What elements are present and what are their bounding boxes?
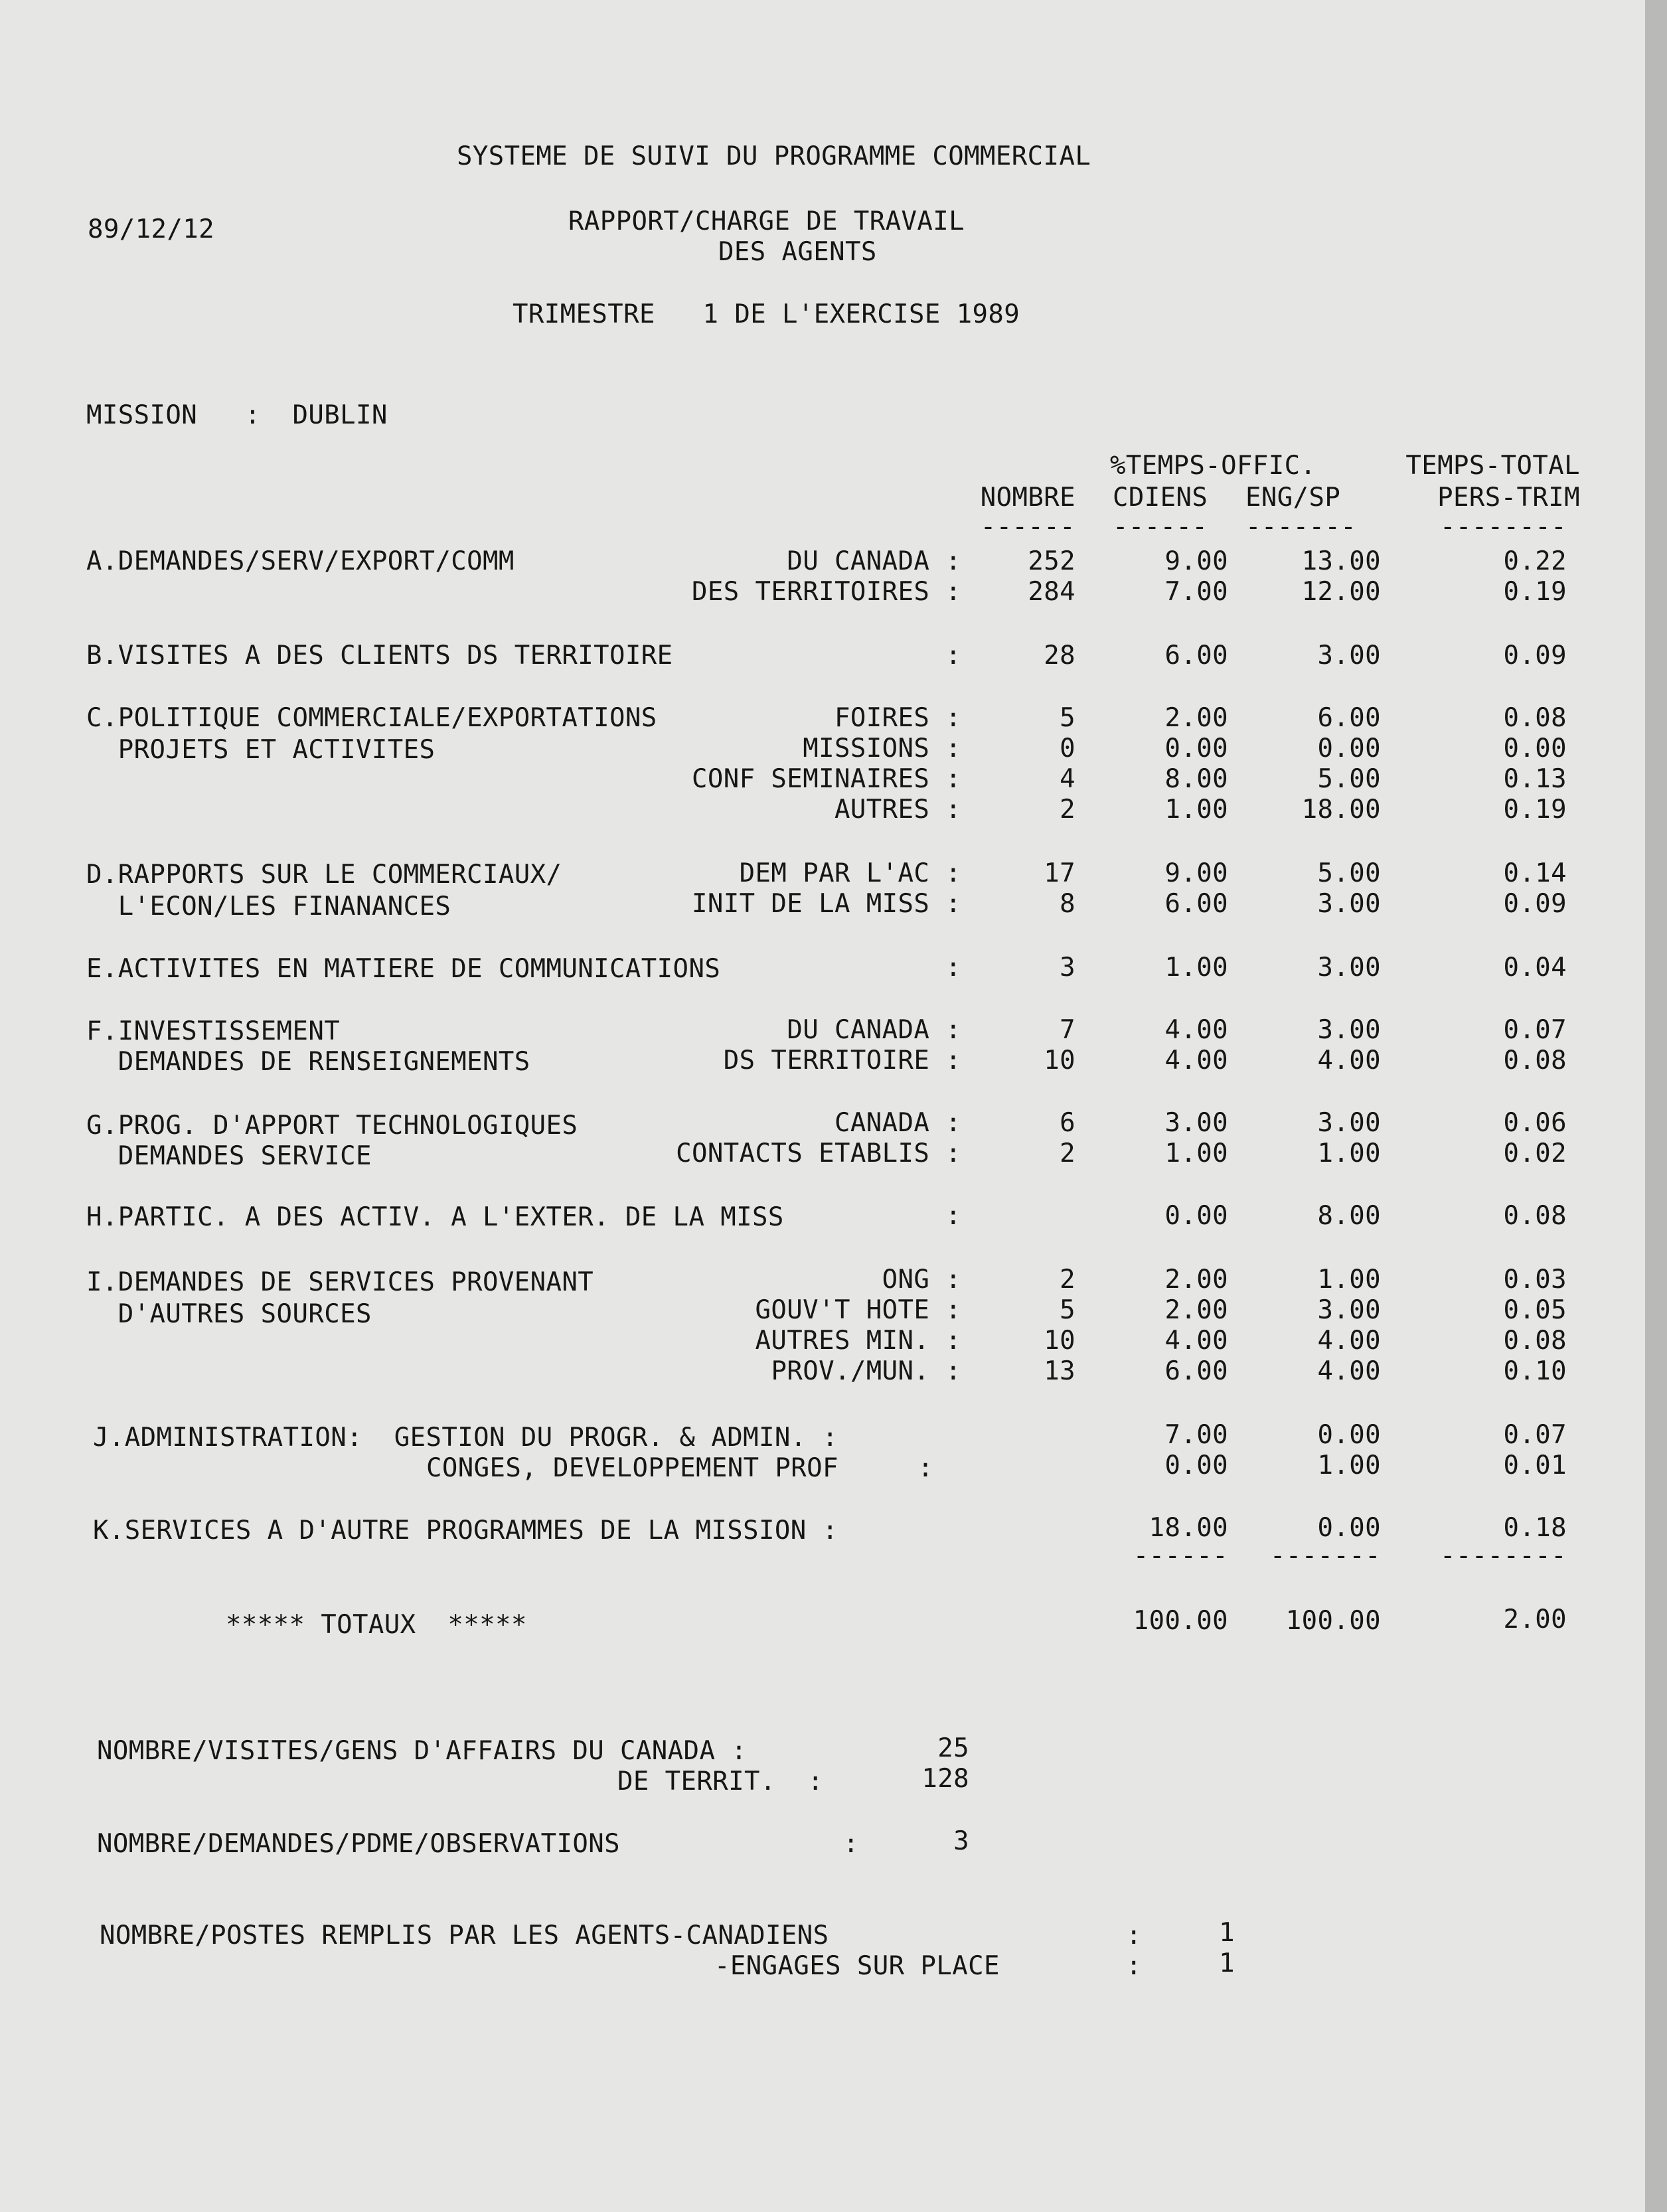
- column-rule-engsp: -------: [1245, 512, 1357, 542]
- row-engsp: 1.00: [1317, 1139, 1381, 1168]
- report-date: 89/12/12: [88, 214, 215, 244]
- row-subcategory: DU CANADA :: [787, 546, 961, 576]
- row-perstrim: 0.08: [1503, 703, 1567, 733]
- row-perstrim: 0.08: [1503, 1046, 1567, 1075]
- row-nombre: 5: [1060, 703, 1075, 733]
- row-engsp: 3.00: [1317, 953, 1381, 983]
- row-nombre: 5: [1060, 1295, 1075, 1325]
- row-perstrim: 0.07: [1503, 1420, 1567, 1450]
- column-rule-perstrim: --------: [1439, 512, 1567, 542]
- territ-label: DE TERRIT. :: [617, 1767, 824, 1796]
- row-cdiens: 4.00: [1164, 1046, 1228, 1075]
- row-cdiens: 4.00: [1164, 1015, 1228, 1045]
- row-engsp: 3.00: [1317, 1108, 1381, 1138]
- column-header-nombre: NOMBRE: [980, 483, 1075, 513]
- totals-perstrim: 2.00: [1503, 1605, 1567, 1634]
- row-nombre: 10: [1044, 1326, 1075, 1356]
- report-period: TRIMESTRE 1 DE L'EXERCISE 1989: [513, 299, 1020, 329]
- row-subcategory: PROV./MUN. :: [771, 1356, 961, 1386]
- row-perstrim: 0.18: [1503, 1513, 1567, 1543]
- row-perstrim: 0.02: [1503, 1139, 1567, 1168]
- row-category: J.ADMINISTRATION: GESTION DU PROGR. & ADMIN. :: [93, 1423, 838, 1453]
- visites-canada-value: 25: [937, 1733, 969, 1763]
- row-perstrim: 0.07: [1503, 1015, 1567, 1045]
- row-perstrim: 0.19: [1503, 795, 1567, 825]
- row-perstrim: 0.22: [1503, 546, 1567, 576]
- row-nombre: 8: [1060, 889, 1075, 919]
- row-subcategory: :: [945, 641, 961, 671]
- row-perstrim: 0.04: [1503, 953, 1567, 983]
- row-cdiens: 2.00: [1164, 1295, 1228, 1325]
- row-engsp: 0.00: [1317, 734, 1381, 763]
- row-perstrim: 0.00: [1503, 734, 1567, 763]
- row-subcategory: DES TERRITOIRES :: [692, 577, 961, 607]
- row-engsp: 6.00: [1317, 703, 1381, 733]
- row-perstrim: 0.01: [1503, 1451, 1567, 1480]
- row-nombre: 4: [1060, 764, 1075, 794]
- row-perstrim: 0.09: [1503, 641, 1567, 671]
- demandes-value: 3: [953, 1826, 969, 1856]
- row-cdiens: 6.00: [1164, 641, 1228, 671]
- row-nombre: 13: [1044, 1356, 1075, 1386]
- column-rule-nombre: ------: [980, 512, 1075, 542]
- engages-label: -ENGAGES SUR PLACE: [714, 1951, 1000, 1981]
- row-cdiens: 9.00: [1164, 858, 1228, 888]
- row-cdiens: 6.00: [1164, 1356, 1228, 1386]
- row-nombre: 0: [1060, 734, 1075, 763]
- row-engsp: 5.00: [1317, 858, 1381, 888]
- row-subcategory: CANADA :: [834, 1108, 961, 1138]
- row-category: A.DEMANDES/SERV/EXPORT/COMM: [86, 546, 515, 576]
- row-category: K.SERVICES A D'AUTRE PROGRAMMES DE LA MISSION :: [93, 1516, 838, 1545]
- row-subcategory: DEM PAR L'AC :: [739, 858, 961, 888]
- row-engsp: 3.00: [1317, 641, 1381, 671]
- postes-engages-value: 1: [1219, 1948, 1235, 1978]
- report-title-line-2: DES AGENTS: [718, 237, 877, 267]
- row-engsp: 0.00: [1317, 1420, 1381, 1450]
- row-engsp: 5.00: [1317, 764, 1381, 794]
- row-subcategory: :: [945, 953, 961, 983]
- row-cdiens: 6.00: [1164, 889, 1228, 919]
- row-subcategory: AUTRES MIN. :: [755, 1326, 961, 1356]
- row-category: DEMANDES SERVICE: [86, 1141, 372, 1171]
- row-engsp: 3.00: [1317, 1015, 1381, 1045]
- row-cdiens: 0.00: [1164, 1201, 1228, 1231]
- row-engsp: 4.00: [1317, 1356, 1381, 1386]
- row-cdiens: 2.00: [1164, 703, 1228, 733]
- row-subcategory: AUTRES :: [834, 795, 961, 825]
- row-subcategory: CONTACTS ETABLIS :: [676, 1139, 961, 1168]
- row-subcategory: DU CANADA :: [787, 1015, 961, 1045]
- row-perstrim: 0.09: [1503, 889, 1567, 919]
- demandes-label: NOMBRE/DEMANDES/PDME/OBSERVATIONS: [97, 1829, 621, 1859]
- row-nombre: 17: [1044, 858, 1075, 888]
- row-cdiens: 0.00: [1164, 734, 1228, 763]
- row-nombre: 2: [1060, 1265, 1075, 1295]
- row-subcategory: INIT DE LA MISS :: [692, 889, 961, 919]
- row-engsp: 12.00: [1301, 577, 1381, 607]
- row-cdiens: 7.00: [1164, 577, 1228, 607]
- row-perstrim: 0.13: [1503, 764, 1567, 794]
- row-category: I.DEMANDES DE SERVICES PROVENANT: [86, 1267, 594, 1297]
- postes-colon: :: [1126, 1921, 1142, 1950]
- row-subcategory: DS TERRITOIRE :: [723, 1046, 961, 1075]
- row-cdiens: 0.00: [1164, 1451, 1228, 1480]
- row-perstrim: 0.10: [1503, 1356, 1567, 1386]
- mission-label: MISSION : DUBLIN: [86, 400, 388, 430]
- row-engsp: 3.00: [1317, 1295, 1381, 1325]
- row-perstrim: 0.06: [1503, 1108, 1567, 1138]
- row-nombre: 2: [1060, 1139, 1075, 1168]
- page-edge: [1645, 0, 1667, 2212]
- totals-rule-cdiens: ------: [1133, 1541, 1228, 1571]
- totals-label: ***** TOTAUX *****: [226, 1610, 527, 1640]
- row-category: D'AUTRES SOURCES: [86, 1299, 372, 1329]
- column-header-pct-time: %TEMPS-OFFIC.: [1110, 451, 1316, 481]
- row-nombre: 10: [1044, 1046, 1075, 1075]
- row-engsp: 0.00: [1317, 1513, 1381, 1543]
- demandes-colon: :: [843, 1829, 859, 1859]
- column-header-cdiens: CDIENS: [1113, 483, 1208, 513]
- row-engsp: 18.00: [1301, 795, 1381, 825]
- row-category: D.RAPPORTS SUR LE COMMERCIAUX/: [86, 860, 562, 890]
- row-cdiens: 2.00: [1164, 1265, 1228, 1295]
- postes-label: NOMBRE/POSTES REMPLIS PAR LES AGENTS-CANADIENS: [100, 1921, 829, 1950]
- row-subcategory: FOIRES :: [834, 703, 961, 733]
- row-category: E.ACTIVITES EN MATIERE DE COMMUNICATIONS: [86, 954, 721, 984]
- row-subcategory: GOUV'T HOTE :: [755, 1295, 961, 1325]
- row-perstrim: 0.08: [1503, 1201, 1567, 1231]
- row-category: C.POLITIQUE COMMERCIALE/EXPORTATIONS: [86, 703, 657, 733]
- totals-cdiens: 100.00: [1133, 1606, 1228, 1636]
- row-cdiens: 1.00: [1164, 795, 1228, 825]
- system-title: SYSTEME DE SUIVI DU PROGRAMME COMMERCIAL: [457, 141, 1091, 171]
- report-title-line-1: RAPPORT/CHARGE DE TRAVAIL: [568, 206, 965, 236]
- visites-label: NOMBRE/VISITES/GENS D'AFFAIRS DU CANADA :: [97, 1736, 748, 1766]
- column-header-engsp: ENG/SP: [1245, 483, 1341, 513]
- row-nombre: 252: [1028, 546, 1075, 576]
- row-perstrim: 0.08: [1503, 1326, 1567, 1356]
- row-cdiens: 3.00: [1164, 1108, 1228, 1138]
- row-cdiens: 18.00: [1149, 1513, 1228, 1543]
- row-category: DEMANDES DE RENSEIGNEMENTS: [86, 1047, 530, 1077]
- row-subcategory: CONGES, DEVELOPPEMENT PROF :: [426, 1453, 934, 1483]
- row-category: B.VISITES A DES CLIENTS DS TERRITOIRE: [86, 641, 673, 671]
- row-engsp: 3.00: [1317, 889, 1381, 919]
- row-category: H.PARTIC. A DES ACTIV. A L'EXTER. DE LA MISS: [86, 1202, 784, 1232]
- totals-rule-perstrim: --------: [1439, 1541, 1567, 1571]
- row-engsp: 1.00: [1317, 1451, 1381, 1480]
- row-engsp: 13.00: [1301, 546, 1381, 576]
- row-perstrim: 0.14: [1503, 858, 1567, 888]
- row-cdiens: 1.00: [1164, 1139, 1228, 1168]
- row-category: PROJETS ET ACTIVITES: [86, 735, 436, 765]
- row-nombre: 2: [1060, 795, 1075, 825]
- row-nombre: 28: [1044, 641, 1075, 671]
- row-cdiens: 9.00: [1164, 546, 1228, 576]
- column-rule-cdiens: ------: [1113, 512, 1208, 542]
- row-nombre: 284: [1028, 577, 1075, 607]
- engages-colon: :: [1126, 1951, 1142, 1981]
- row-subcategory: CONF SEMINAIRES :: [692, 764, 961, 794]
- row-engsp: 8.00: [1317, 1201, 1381, 1231]
- row-engsp: 1.00: [1317, 1265, 1381, 1295]
- row-category: G.PROG. D'APPORT TECHNOLOGIQUES: [86, 1111, 578, 1141]
- row-cdiens: 7.00: [1164, 1420, 1228, 1450]
- postes-canadiens-value: 1: [1219, 1918, 1235, 1948]
- row-nombre: 7: [1060, 1015, 1075, 1045]
- row-cdiens: 1.00: [1164, 953, 1228, 983]
- column-header-perstrim: PERS-TRIM: [1437, 483, 1580, 513]
- row-subcategory: MISSIONS :: [803, 734, 961, 763]
- row-subcategory: ONG :: [882, 1265, 961, 1295]
- row-engsp: 4.00: [1317, 1046, 1381, 1075]
- row-subcategory: :: [945, 1201, 961, 1231]
- row-nombre: 3: [1060, 953, 1075, 983]
- visites-territ-value: 128: [921, 1764, 969, 1794]
- row-cdiens: 8.00: [1164, 764, 1228, 794]
- column-header-total-time: TEMPS-TOTAL: [1405, 451, 1580, 481]
- row-category: F.INVESTISSEMENT: [86, 1016, 341, 1046]
- row-perstrim: 0.05: [1503, 1295, 1567, 1325]
- row-category: L'ECON/LES FINANANCES: [86, 892, 451, 921]
- row-perstrim: 0.19: [1503, 577, 1567, 607]
- totals-rule-engsp: -------: [1269, 1541, 1381, 1571]
- row-engsp: 4.00: [1317, 1326, 1381, 1356]
- row-perstrim: 0.03: [1503, 1265, 1567, 1295]
- totals-engsp: 100.00: [1285, 1606, 1381, 1636]
- row-nombre: 6: [1060, 1108, 1075, 1138]
- row-cdiens: 4.00: [1164, 1326, 1228, 1356]
